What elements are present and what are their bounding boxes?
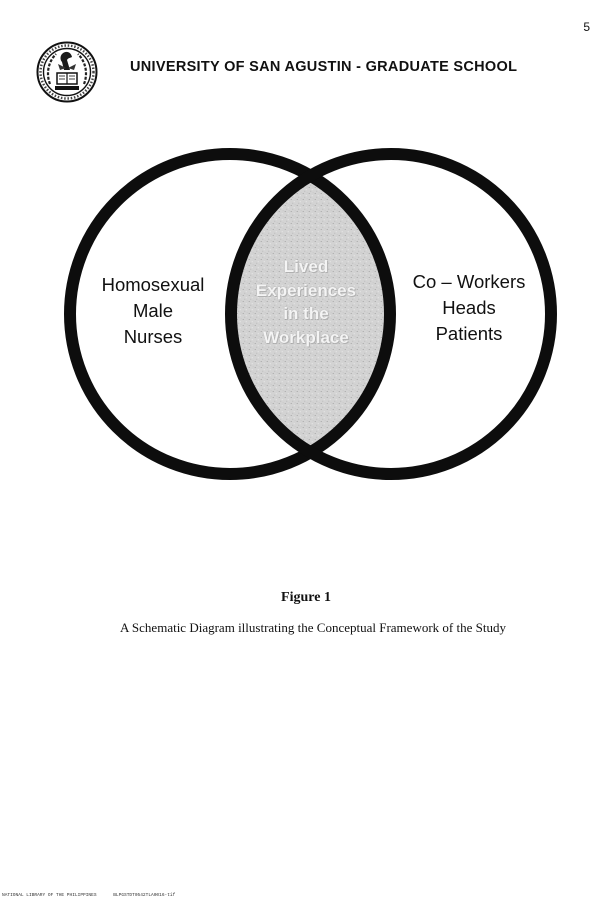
intersection-label-line: Workplace (263, 327, 349, 347)
university-seal-icon (36, 40, 98, 104)
right-label-line: Heads (442, 297, 496, 318)
school-name: UNIVERSITY OF SAN AGUSTIN - GRADUATE SCHOOL (130, 59, 518, 75)
page-number: 5 (583, 20, 590, 34)
right-label-line: Co – Workers (412, 271, 526, 292)
footer (2, 893, 175, 898)
right-circle-label (404, 269, 534, 347)
figure-caption: A Schematic Diagram illustrating the Conceptual Framework of the Study (120, 620, 506, 635)
page-header (36, 40, 596, 106)
left-circle-label (88, 272, 218, 350)
left-label-line: Male (132, 300, 174, 321)
intersection-label-line: Experiences (255, 280, 357, 300)
footer-library: NATIONAL LIBRARY OF THE PHILIPPINES (2, 893, 97, 898)
footer-code: BLPGSTDT0542TLA0016-tif (113, 893, 176, 898)
intersection-label-line: Lived (283, 257, 329, 276)
right-label-line: Patients (435, 323, 503, 344)
left-label-line: Homosexual (101, 274, 205, 295)
intersection-label-line: in the (283, 304, 329, 323)
left-label-line: Nurses (123, 326, 183, 347)
intersection-label (240, 255, 372, 349)
figure-title: Figure 1 (281, 590, 331, 605)
